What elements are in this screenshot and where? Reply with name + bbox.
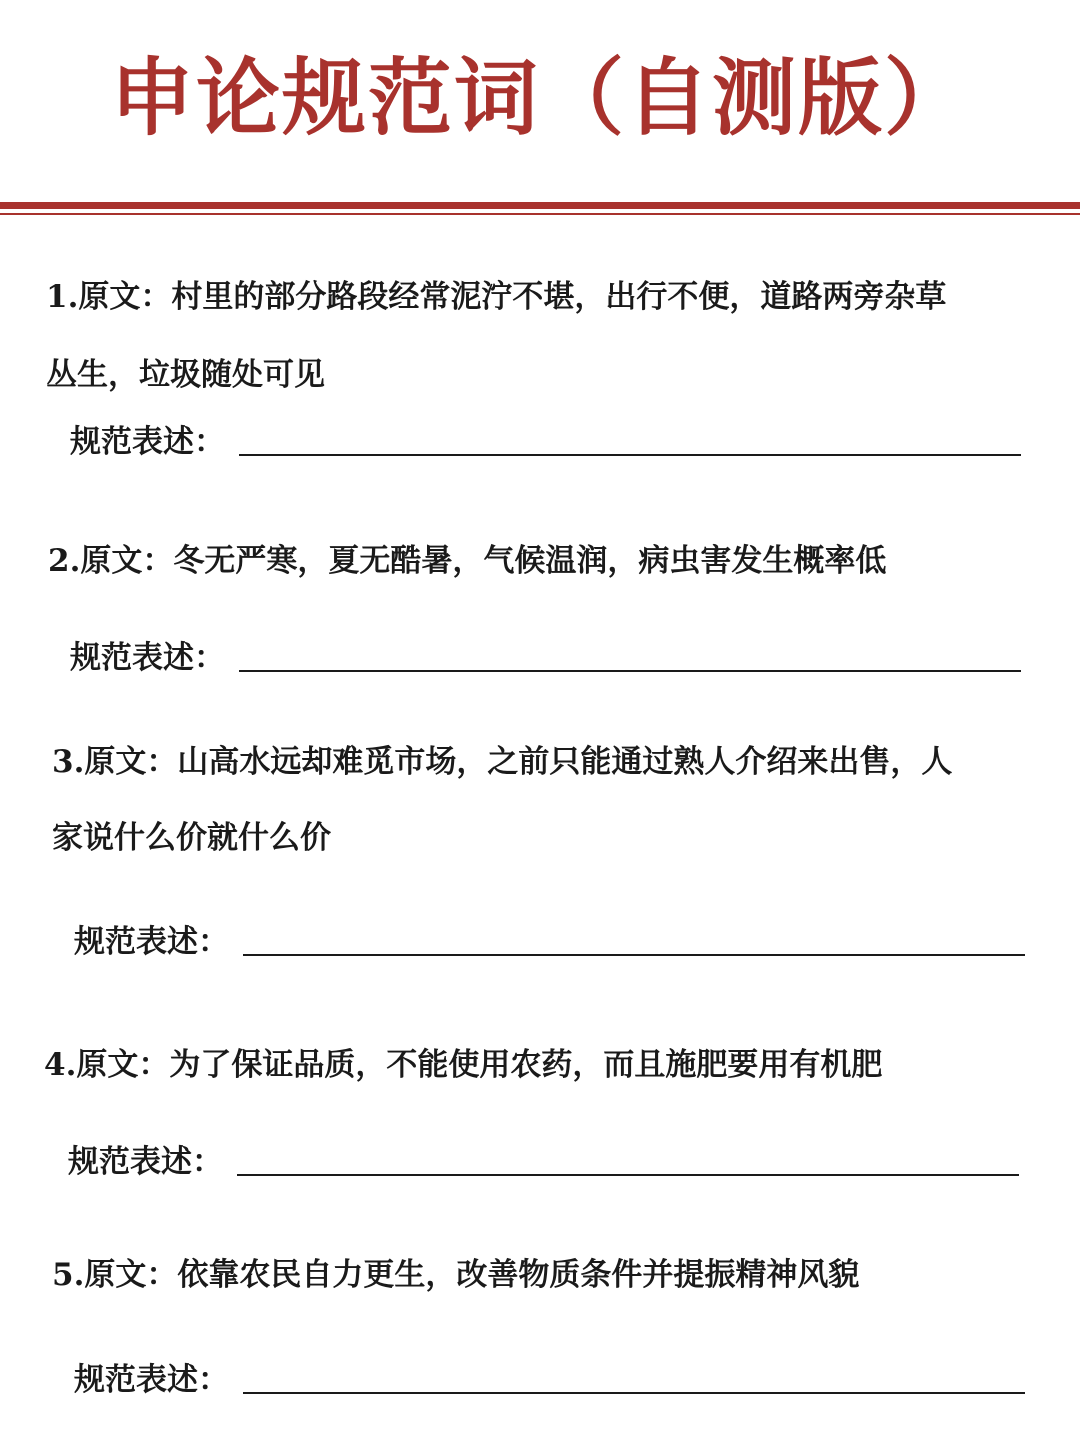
answer-blank-2[interactable]: [239, 670, 1021, 672]
question-1-line-2: 丛生，垃圾随处可见: [46, 357, 325, 393]
answer-row-2: [70, 638, 1021, 678]
question-text: 冬无严寒，夏无酷暑，气候温润，病虫害发生概率低: [173, 543, 887, 579]
question-number: 5.: [52, 1257, 85, 1293]
question-prefix: 原文：: [78, 279, 172, 315]
answer-row-4: [68, 1142, 1019, 1182]
answer-blank-4[interactable]: [237, 1174, 1019, 1176]
question-text: 依靠农民自力更生，改善物质条件并提振精神风貌: [177, 1257, 860, 1293]
answer-label: 规范表述：: [70, 640, 225, 676]
answer-label: 规范表述：: [70, 424, 225, 460]
answer-blank-1[interactable]: [239, 454, 1021, 456]
question-4-line-1: [44, 1045, 882, 1085]
question-3-line-2: 家说什么价就什么价: [52, 820, 331, 856]
question-text: 山高水远却难觅市场，之前只能通过熟人介绍来出售，人: [177, 744, 953, 780]
question-number: 3.: [52, 744, 85, 780]
question-prefix: 原文：: [84, 744, 178, 780]
question-number: 4.: [44, 1047, 77, 1083]
title-divider-thin: [0, 213, 1080, 215]
title-divider-thick: [0, 202, 1080, 209]
question-number: 2.: [48, 543, 81, 579]
answer-label: 规范表述：: [68, 1144, 223, 1180]
answer-row-5: [74, 1360, 1025, 1400]
question-number: 1.: [46, 279, 79, 315]
question-prefix: 原文：: [84, 1257, 178, 1293]
answer-row-1: [70, 422, 1021, 462]
answer-blank-3[interactable]: [243, 954, 1025, 956]
page-title: 申论规范词（自测版）: [109, 48, 970, 147]
question-text: 为了保证品质，不能使用农药，而且施肥要用有机肥: [169, 1047, 883, 1083]
answer-label: 规范表述：: [74, 1362, 229, 1398]
question-5-line-1: [52, 1255, 859, 1295]
question-1-line-1: [46, 277, 946, 317]
answer-label: 规范表述：: [74, 924, 229, 960]
answer-blank-5[interactable]: [243, 1392, 1025, 1394]
question-2-line-1: [48, 541, 886, 581]
question-prefix: 原文：: [80, 543, 174, 579]
question-prefix: 原文：: [76, 1047, 170, 1083]
question-3-line-1: [52, 742, 952, 782]
question-text: 村里的部分路段经常泥泞不堪，出行不便，道路两旁杂草: [171, 279, 947, 315]
answer-row-3: [74, 922, 1025, 962]
